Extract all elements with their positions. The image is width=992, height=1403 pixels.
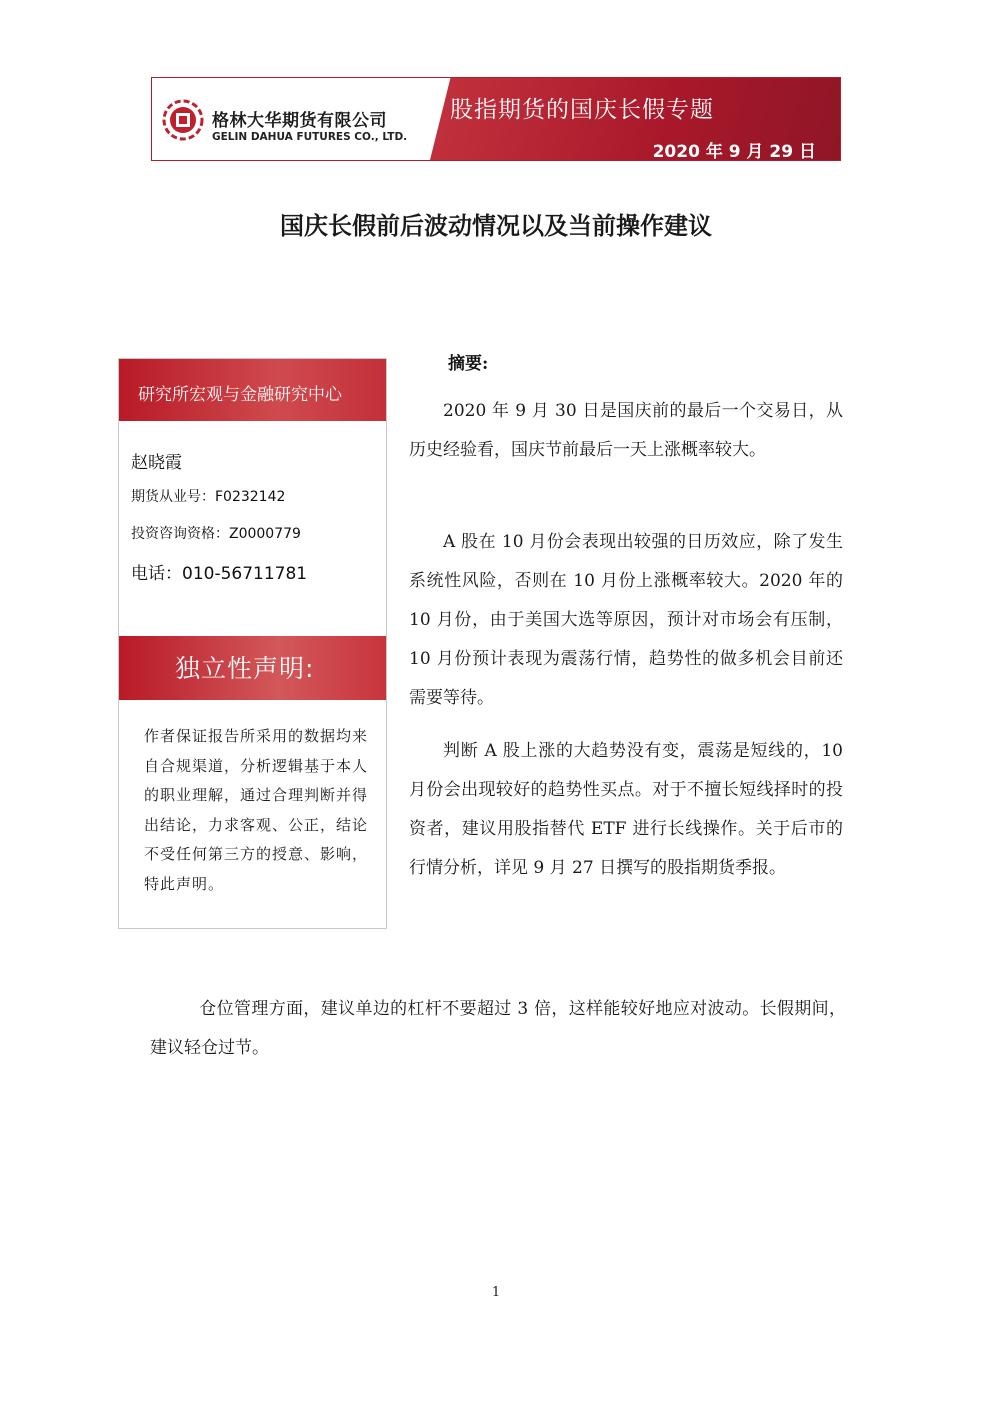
company-logo-icon	[162, 99, 204, 141]
company-name-cn: 格林大华期货有限公司	[212, 111, 387, 131]
analyst-sidebar	[118, 358, 387, 929]
analyst-name: 赵晓霞	[131, 453, 182, 473]
analyst-phone: 电话：010-56711781	[131, 564, 308, 584]
report-date: 2020 年 9 月 29 日	[652, 142, 816, 161]
department-banner	[119, 359, 386, 421]
header-logo-panel	[152, 78, 452, 160]
futures-license: 期货从业号：F0232142	[131, 489, 286, 505]
department-name: 研究所宏观与金融研究中心	[138, 385, 342, 405]
abstract-paragraph-3: 判断 A 股上涨的大趋势没有变，震荡是短线的，10 月份会出现较好的趋势性买点。对于不擅长短线择时的投资者，建议用股指替代 ETF 进行长线操作。关于后市的行情分析，详见 9 月 27 日撰写的股指期货季报。	[409, 741, 843, 878]
disclaimer-title: 独立性声明:	[175, 654, 315, 683]
abstract-label: 摘要:	[448, 354, 489, 374]
advisory-license: 投资咨询资格：Z0000779	[131, 526, 301, 542]
closing-paragraph: 仓位管理方面，建议单边的杠杆不要超过 3 倍，这样能较好地应对波动。长假期间，建议轻仓过节。	[150, 999, 846, 1058]
disclaimer-banner	[119, 636, 386, 700]
document-title: 国庆长假前后波动情况以及当前操作建议	[280, 212, 712, 240]
disclaimer-text: 作者保证报告所采用的数据均来自合规渠道，分析逻辑基于本人的职业理解，通过合理判断并得出结论，力求客观、公正，结论不受任何第三方的授意、影响，特此声明。	[144, 727, 369, 893]
report-title: 股指期货的国庆长假专题	[450, 97, 714, 123]
abstract-paragraph-2: A 股在 10 月份会表现出较强的日历效应，除了发生系统性风险，否则在 10 月份上涨概率较大。2020 年的 10 月份，由于美国大选等原因，预计对市场会有压制，10 月份预计表现为震荡行情，趋势性的做多机会目前还需要等待。	[409, 532, 843, 708]
company-name-en: GELIN DAHUA FUTURES CO., LTD.	[212, 131, 408, 143]
report-header	[151, 77, 841, 161]
abstract-paragraph-1: 2020 年 9 月 30 日是国庆前的最后一个交易日，从历史经验看，国庆节前最后一天上涨概率较大。	[409, 401, 843, 460]
page-number: 1	[491, 1285, 501, 1300]
